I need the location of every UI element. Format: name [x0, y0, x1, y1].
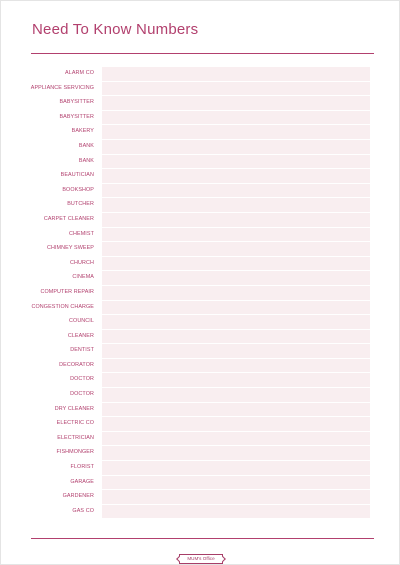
entry-row — [1, 286, 400, 301]
entry-row — [1, 315, 400, 330]
entry-number-field[interactable] — [102, 96, 370, 110]
entry-label: DENTIST — [70, 347, 94, 354]
entry-number-field[interactable] — [102, 301, 370, 315]
footer-divider — [31, 538, 374, 539]
entry-number-field[interactable] — [102, 286, 370, 300]
entry-label: ELECTRIC CO — [56, 420, 94, 427]
entry-number-field[interactable] — [102, 359, 370, 373]
entry-number-field[interactable] — [102, 125, 370, 139]
entry-label: GAS CO — [72, 507, 94, 514]
entry-number-field[interactable] — [102, 388, 370, 402]
entry-number-field[interactable] — [102, 461, 370, 475]
entry-label: DOCTOR — [70, 376, 94, 383]
entry-label: ELECTRICIAN — [57, 434, 94, 441]
entry-number-field[interactable] — [102, 403, 370, 417]
entry-row — [1, 155, 400, 170]
entry-label: COUNCIL — [69, 318, 94, 325]
entry-label: BUTCHER — [67, 201, 94, 208]
entry-row — [1, 432, 400, 447]
entry-row — [1, 96, 400, 111]
entry-number-field[interactable] — [102, 432, 370, 446]
entry-number-field[interactable] — [102, 271, 370, 285]
header-divider — [31, 53, 374, 54]
entry-label: BABYSITTER — [59, 113, 94, 120]
entry-number-field[interactable] — [102, 82, 370, 96]
entry-label: GARAGE — [70, 478, 94, 485]
contact-list — [1, 67, 400, 519]
entry-label: BOOKSHOP — [62, 186, 94, 193]
entry-number-field[interactable] — [102, 417, 370, 431]
entry-row — [1, 344, 400, 359]
entry-label: COMPUTER REPAIR — [40, 288, 94, 295]
entry-label: ALARM CO — [65, 70, 94, 76]
entry-row — [1, 388, 400, 403]
entry-row — [1, 505, 400, 520]
entry-label: FISHMONGER — [56, 449, 94, 456]
entry-row — [1, 446, 400, 461]
entry-number-field[interactable] — [102, 67, 370, 81]
entry-label: BAKERY — [71, 128, 94, 135]
badge-notch-right — [220, 556, 226, 562]
entry-row — [1, 184, 400, 199]
entry-label: CONGESTION CHARGE — [31, 303, 94, 310]
entry-row — [1, 330, 400, 345]
entry-number-field[interactable] — [102, 505, 370, 519]
entry-number-field[interactable] — [102, 242, 370, 256]
entry-number-field[interactable] — [102, 198, 370, 212]
badge-notch-left — [176, 556, 182, 562]
entry-number-field[interactable] — [102, 476, 370, 490]
entry-label: DECORATOR — [59, 361, 94, 368]
entry-row — [1, 301, 400, 316]
entry-number-field[interactable] — [102, 155, 370, 169]
entry-label: BEAUTICIAN — [60, 172, 94, 179]
entry-label: CHURCH — [70, 259, 94, 266]
entry-row — [1, 213, 400, 228]
entry-row — [1, 140, 400, 155]
footer — [1, 547, 400, 565]
entry-row — [1, 461, 400, 476]
entry-number-field[interactable] — [102, 213, 370, 227]
entry-label: BANK — [78, 142, 94, 149]
entry-number-field[interactable] — [102, 490, 370, 504]
entry-number-field[interactable] — [102, 169, 370, 183]
entry-number-field[interactable] — [102, 344, 370, 358]
entry-number-field[interactable] — [102, 184, 370, 198]
entry-label: DRY CLEANER — [54, 405, 94, 412]
entry-label: GARDENER — [62, 493, 94, 500]
entry-label: CHEMIST — [69, 230, 94, 237]
entry-row — [1, 257, 400, 272]
entry-number-field[interactable] — [102, 330, 370, 344]
entry-row — [1, 82, 400, 97]
entry-row — [1, 417, 400, 432]
entry-row — [1, 125, 400, 140]
entry-row — [1, 403, 400, 418]
entry-label: BANK — [78, 157, 94, 164]
entry-row — [1, 373, 400, 388]
entry-label: CARPET CLEANER — [43, 215, 94, 222]
entry-row — [1, 490, 400, 505]
entry-number-field[interactable] — [102, 446, 370, 460]
entry-row — [1, 271, 400, 286]
brand-badge-label: MUM's Office — [187, 556, 215, 561]
entry-label: APPLIANCE SERVICING — [30, 84, 94, 91]
entry-number-field[interactable] — [102, 315, 370, 329]
entry-label: BABYSITTER — [59, 99, 94, 106]
entry-label: DOCTOR — [70, 391, 94, 398]
entry-row — [1, 228, 400, 243]
brand-badge — [179, 554, 222, 564]
entry-label: CHIMNEY SWEEP — [46, 245, 94, 252]
entry-label: CINEMA — [72, 274, 94, 281]
entry-number-field[interactable] — [102, 373, 370, 387]
entry-number-field[interactable] — [102, 140, 370, 154]
entry-row — [1, 198, 400, 213]
entry-row — [1, 476, 400, 491]
entry-row — [1, 111, 400, 126]
entry-label: CLEANER — [67, 332, 94, 339]
entry-row — [1, 359, 400, 374]
entry-row — [1, 242, 400, 257]
entry-number-field[interactable] — [102, 257, 370, 271]
entry-number-field[interactable] — [102, 228, 370, 242]
entry-label: FLORIST — [70, 464, 94, 471]
page-title: Need To Know Numbers — [32, 21, 199, 38]
entry-row — [1, 169, 400, 184]
entry-row — [1, 67, 400, 82]
entry-number-field[interactable] — [102, 111, 370, 125]
